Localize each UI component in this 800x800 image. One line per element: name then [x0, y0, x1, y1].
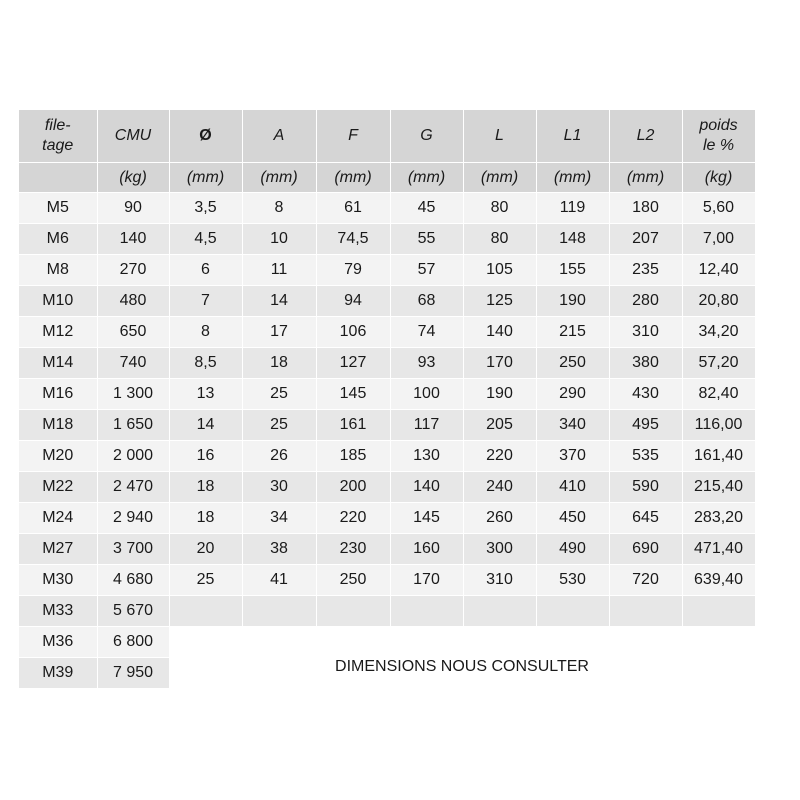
header-label: file- tage [42, 117, 74, 154]
table-cell: 161 [316, 410, 390, 441]
table-cell: 12,40 [682, 255, 755, 286]
table-cell: 283,20 [682, 503, 755, 534]
table-cell: 94 [316, 286, 390, 317]
table-cell: 14 [242, 286, 316, 317]
table-cell: 6 800 [97, 627, 169, 658]
header-cell: F [316, 110, 390, 163]
empty-cell [682, 596, 755, 627]
table-cell: 17 [242, 317, 316, 348]
empty-cell [316, 596, 390, 627]
table-cell: 3 700 [97, 534, 169, 565]
table-cell: M16 [19, 379, 97, 410]
table-cell: 645 [609, 503, 682, 534]
empty-cell [390, 596, 463, 627]
table-cell: 18 [169, 503, 242, 534]
table-row [19, 534, 755, 565]
table-cell: 55 [390, 224, 463, 255]
table-cell: 205 [463, 410, 536, 441]
empty-cell [609, 596, 682, 627]
unit-cell [19, 163, 97, 193]
table-cell: 161,40 [682, 441, 755, 472]
table-cell: 639,40 [682, 565, 755, 596]
table-cell: 25 [242, 410, 316, 441]
unit-cell: (kg) [97, 163, 169, 193]
table-cell: 250 [536, 348, 609, 379]
table-cell: M6 [19, 224, 97, 255]
table-cell: M33 [19, 596, 97, 627]
table-cell: 690 [609, 534, 682, 565]
table-cell: 106 [316, 317, 390, 348]
table-cell: 90 [97, 193, 169, 224]
table-cell: M39 [19, 658, 97, 689]
table-cell: 140 [97, 224, 169, 255]
table-cell: 215,40 [682, 472, 755, 503]
table-cell: 740 [97, 348, 169, 379]
table-cell: 1 650 [97, 410, 169, 441]
table-cell: 125 [463, 286, 536, 317]
table-cell: 480 [97, 286, 169, 317]
unit-cell: (mm) [609, 163, 682, 193]
table-cell: M18 [19, 410, 97, 441]
table-cell: 25 [242, 379, 316, 410]
table-cell: 310 [609, 317, 682, 348]
table-row [19, 255, 755, 286]
table-row [19, 503, 755, 534]
table-row [19, 472, 755, 503]
table-row [19, 627, 755, 658]
table-cell: 13 [169, 379, 242, 410]
table-cell: 16 [169, 441, 242, 472]
table-cell: 590 [609, 472, 682, 503]
table-cell: 2 470 [97, 472, 169, 503]
table-cell: 280 [609, 286, 682, 317]
table-cell: 290 [536, 379, 609, 410]
table-cell: 240 [463, 472, 536, 503]
unit-cell: (kg) [682, 163, 755, 193]
table-row [19, 379, 755, 410]
header-cell: G [390, 110, 463, 163]
table-cell: M24 [19, 503, 97, 534]
table-cell: 34 [242, 503, 316, 534]
header-cell: L [463, 110, 536, 163]
table-row [19, 224, 755, 255]
table-cell: 190 [536, 286, 609, 317]
table-cell: 57 [390, 255, 463, 286]
table-cell: 119 [536, 193, 609, 224]
header-label: poids le % [699, 117, 738, 154]
table-cell: 1 300 [97, 379, 169, 410]
unit-cell: (mm) [242, 163, 316, 193]
table-cell: 79 [316, 255, 390, 286]
table-row [19, 193, 755, 224]
table-cell: 190 [463, 379, 536, 410]
table-cell: M27 [19, 534, 97, 565]
table-cell: M8 [19, 255, 97, 286]
unit-cell: (mm) [316, 163, 390, 193]
table-cell: 74 [390, 317, 463, 348]
table-cell: 20,80 [682, 286, 755, 317]
table-cell: 155 [536, 255, 609, 286]
unit-cell: (mm) [390, 163, 463, 193]
table-cell: 170 [390, 565, 463, 596]
table-cell: 490 [536, 534, 609, 565]
table-cell: 145 [390, 503, 463, 534]
table-cell: 180 [609, 193, 682, 224]
table-cell: M36 [19, 627, 97, 658]
table-cell: 471,40 [682, 534, 755, 565]
table-cell: M12 [19, 317, 97, 348]
table-cell: 185 [316, 441, 390, 472]
table-cell: M10 [19, 286, 97, 317]
empty-cell [463, 596, 536, 627]
table-cell: 270 [97, 255, 169, 286]
table-cell: 410 [536, 472, 609, 503]
table-cell: 127 [316, 348, 390, 379]
table-cell: 8 [169, 317, 242, 348]
table-cell: 41 [242, 565, 316, 596]
table-cell: 8,5 [169, 348, 242, 379]
table-cell: 105 [463, 255, 536, 286]
table-row [19, 348, 755, 379]
table-cell: 7,00 [682, 224, 755, 255]
table-cell: 26 [242, 441, 316, 472]
table-cell: 160 [390, 534, 463, 565]
table-cell: 100 [390, 379, 463, 410]
table-cell: 82,40 [682, 379, 755, 410]
table-cell: 230 [316, 534, 390, 565]
table-cell: 80 [463, 224, 536, 255]
table-cell: 4 680 [97, 565, 169, 596]
table-cell: 530 [536, 565, 609, 596]
table-cell: 18 [242, 348, 316, 379]
table-cell: 220 [316, 503, 390, 534]
table-row [19, 317, 755, 348]
header-cell: A [242, 110, 316, 163]
header-cell [19, 110, 97, 163]
table-cell: 8 [242, 193, 316, 224]
table-cell: 25 [169, 565, 242, 596]
table-cell: 38 [242, 534, 316, 565]
table-cell: M14 [19, 348, 97, 379]
table-cell: M5 [19, 193, 97, 224]
table-cell: 430 [609, 379, 682, 410]
table-cell: 14 [169, 410, 242, 441]
table-cell: 7 950 [97, 658, 169, 689]
table-cell: 495 [609, 410, 682, 441]
table-cell: 68 [390, 286, 463, 317]
table-cell: M30 [19, 565, 97, 596]
table-cell: 235 [609, 255, 682, 286]
table-cell: 200 [316, 472, 390, 503]
table-cell: 6 [169, 255, 242, 286]
table-cell: 148 [536, 224, 609, 255]
table-cell: 45 [390, 193, 463, 224]
table-cell: 93 [390, 348, 463, 379]
empty-cell [242, 596, 316, 627]
table-cell: 3,5 [169, 193, 242, 224]
table-cell: 140 [463, 317, 536, 348]
table-row [19, 596, 755, 627]
header-cell: L1 [536, 110, 609, 163]
header-cell: CMU [97, 110, 169, 163]
table-row [19, 410, 755, 441]
units-row [19, 163, 755, 193]
header-cell [682, 110, 755, 163]
table-cell: M20 [19, 441, 97, 472]
table-cell: 340 [536, 410, 609, 441]
table-cell: 5,60 [682, 193, 755, 224]
table-row [19, 441, 755, 472]
header-cell: L2 [609, 110, 682, 163]
table-cell: 260 [463, 503, 536, 534]
table-row [19, 286, 755, 317]
table-cell: 61 [316, 193, 390, 224]
table-cell: 10 [242, 224, 316, 255]
table-cell: 140 [390, 472, 463, 503]
unit-cell: (mm) [536, 163, 609, 193]
table-cell: M22 [19, 472, 97, 503]
table-cell: 535 [609, 441, 682, 472]
table-cell: 300 [463, 534, 536, 565]
table-cell: 11 [242, 255, 316, 286]
header-row [19, 110, 755, 163]
table-cell: 207 [609, 224, 682, 255]
table-cell: 20 [169, 534, 242, 565]
table-cell: 74,5 [316, 224, 390, 255]
table-cell: 220 [463, 441, 536, 472]
table-cell: 370 [536, 441, 609, 472]
table-cell: 80 [463, 193, 536, 224]
unit-cell: (mm) [463, 163, 536, 193]
table-row [19, 565, 755, 596]
header-cell: Ø [169, 110, 242, 163]
table-cell: 380 [609, 348, 682, 379]
table-cell: 450 [536, 503, 609, 534]
table-cell: 250 [316, 565, 390, 596]
table-cell: 720 [609, 565, 682, 596]
table-cell: 2 000 [97, 441, 169, 472]
table-cell: 170 [463, 348, 536, 379]
table-cell: 34,20 [682, 317, 755, 348]
table-cell: 7 [169, 286, 242, 317]
table-cell: 650 [97, 317, 169, 348]
table-cell: 130 [390, 441, 463, 472]
table-cell: 18 [169, 472, 242, 503]
table-cell: 116,00 [682, 410, 755, 441]
empty-cell [536, 596, 609, 627]
consult-note: DIMENSIONS NOUS CONSULTER [169, 627, 755, 689]
unit-cell: (mm) [169, 163, 242, 193]
table-cell: 4,5 [169, 224, 242, 255]
table-cell: 117 [390, 410, 463, 441]
table-cell: 215 [536, 317, 609, 348]
empty-cell [169, 596, 242, 627]
table-cell: 57,20 [682, 348, 755, 379]
table-cell: 145 [316, 379, 390, 410]
table-cell: 5 670 [97, 596, 169, 627]
table-cell: 30 [242, 472, 316, 503]
spec-table [19, 110, 756, 689]
table-cell: 2 940 [97, 503, 169, 534]
table-cell: 310 [463, 565, 536, 596]
